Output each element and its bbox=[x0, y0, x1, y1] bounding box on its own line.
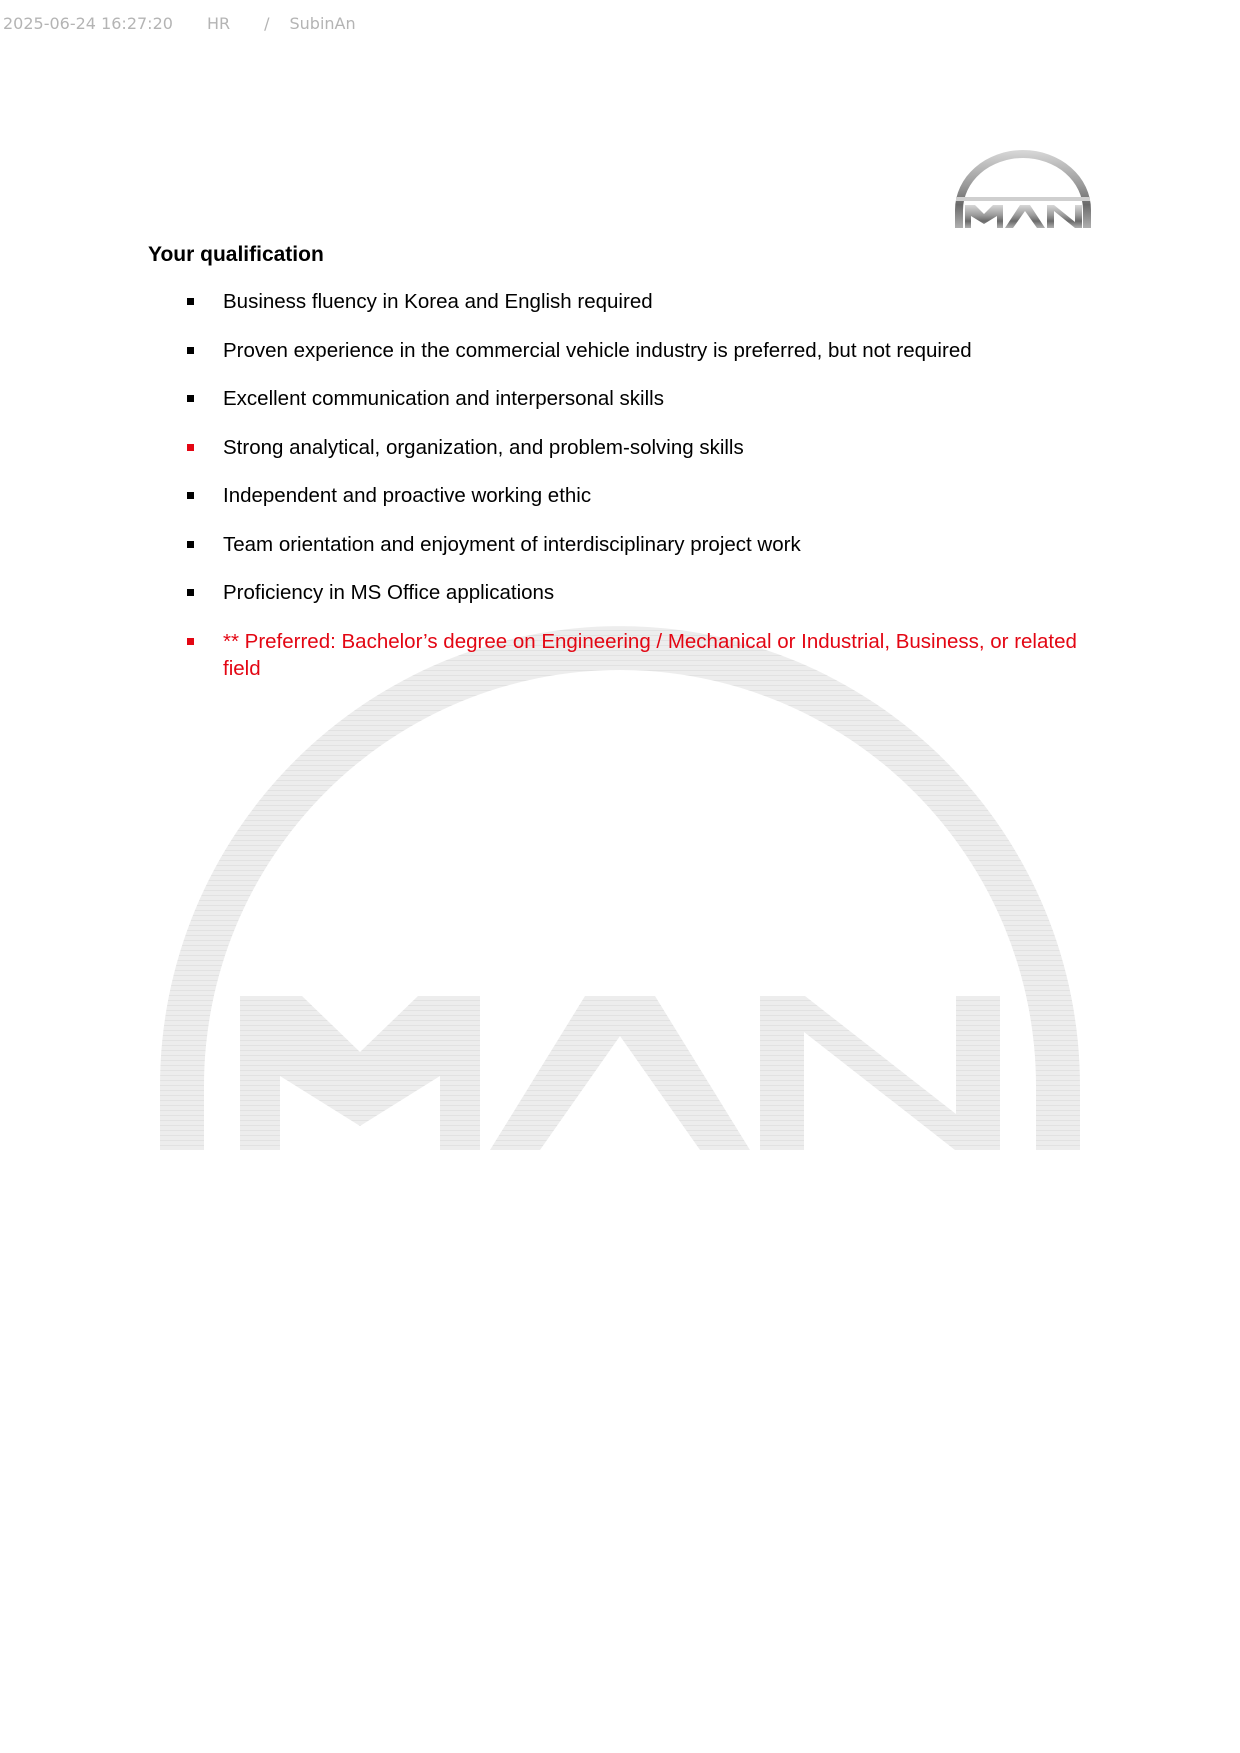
stamp-separator: / bbox=[264, 14, 270, 33]
list-item-text: Business fluency in Korea and English required bbox=[223, 290, 653, 313]
list-item bbox=[0, 579, 1240, 606]
square-bullet-icon bbox=[187, 492, 194, 499]
stamp-user: SubinAn bbox=[289, 14, 356, 33]
list-item-text: ** Preferred: Bachelor’s degree on Engineering / Mechanical or Industrial, Business, or related field bbox=[223, 629, 1077, 680]
list-item bbox=[0, 434, 1240, 461]
square-bullet-icon bbox=[187, 395, 194, 402]
section-heading: Your qualification bbox=[148, 243, 324, 266]
list-item-text: Proven experience in the commercial vehicle industry is preferred, but not required bbox=[223, 338, 972, 362]
list-item-text: Excellent communication and interpersonal skills bbox=[223, 387, 664, 410]
square-bullet-icon bbox=[187, 638, 194, 645]
square-bullet-icon bbox=[187, 589, 194, 596]
list-item bbox=[0, 385, 1240, 412]
list-item-text: Strong analytical, organization, and problem-solving skills bbox=[223, 435, 744, 459]
list-item bbox=[0, 482, 1240, 509]
square-bullet-icon bbox=[187, 298, 194, 305]
square-bullet-icon bbox=[187, 444, 194, 451]
list-item bbox=[0, 337, 1240, 364]
logo-brand-text: MAN bbox=[1023, 140, 1026, 141]
list-item bbox=[0, 288, 1240, 315]
qualification-list bbox=[0, 288, 1240, 703]
print-stamp bbox=[3, 14, 390, 33]
list-item-preferred bbox=[0, 628, 1240, 682]
list-item bbox=[0, 531, 1240, 558]
list-item-text: Independent and proactive working ethic bbox=[223, 484, 592, 507]
list-item-text: Team orientation and enjoyment of interdisciplinary project work bbox=[223, 532, 801, 556]
square-bullet-icon bbox=[187, 347, 194, 354]
list-item-text: Proficiency in MS Office applications bbox=[223, 581, 555, 604]
man-logo bbox=[952, 140, 1094, 232]
stamp-department: HR bbox=[206, 14, 231, 33]
stamp-datetime: 2025-06-24 16:27:20 bbox=[3, 14, 173, 33]
square-bullet-icon bbox=[187, 541, 194, 548]
